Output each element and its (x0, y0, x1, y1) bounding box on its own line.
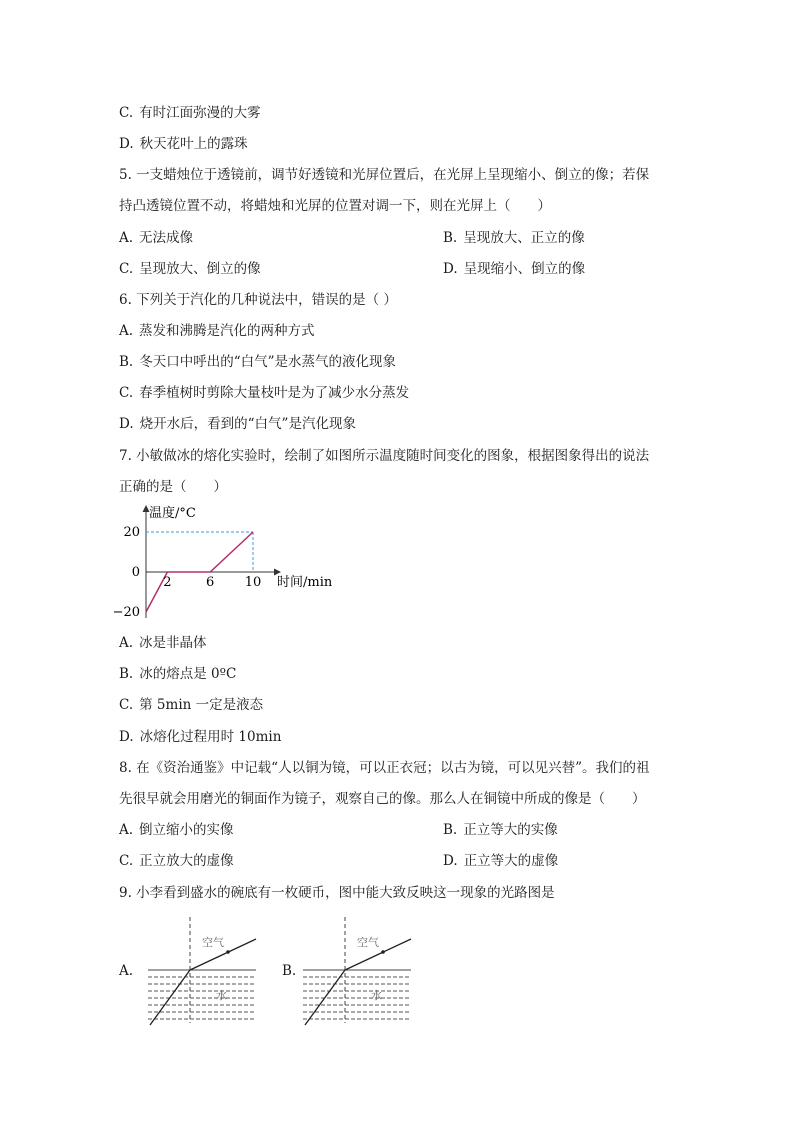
option-text: 呈现放大、正立的像 (463, 230, 585, 246)
option-text: 呈现缩小、倒立的像 (463, 261, 586, 277)
option-text: 正立等大的实像 (463, 822, 558, 838)
ray-arrow-dot (226, 950, 230, 954)
q6-option-b (119, 352, 396, 372)
q6-stem: 6. 下列关于汽化的几种说法中，错误的是（ ） (119, 292, 397, 308)
air-label: 空气 (357, 936, 379, 949)
y-axis-label: 温度/°C (149, 506, 196, 521)
q8-stem-line1: 8. 在《资治通鉴》中记载“人以铜为镜，可以正衣冠；以古为镜，可以见兴替”。我们的祖 (119, 760, 650, 776)
air-label: 空气 (202, 936, 224, 949)
q8-option-b (443, 820, 558, 840)
q5-option-d (443, 259, 585, 279)
option-label: C. (119, 853, 134, 869)
option-text: 正立放大的虚像 (139, 853, 234, 869)
q7-option-a (119, 633, 207, 653)
option-text: 第 5min 一定是液态 (139, 697, 264, 713)
water-label: 水 (371, 989, 382, 1002)
option-text: 秋天花叶上的露珠 (139, 136, 248, 152)
option-label: B. (443, 822, 458, 838)
option-label: C. (119, 105, 134, 121)
option-label: B. (119, 354, 134, 370)
x-axis-label: 时间/min (277, 575, 333, 590)
option-label: B. (119, 666, 134, 682)
option-label: B. (443, 230, 458, 246)
option-label: D. (119, 136, 134, 152)
x-tick-label: 10 (244, 575, 262, 590)
q6-option-c (119, 383, 409, 403)
option-label: D. (443, 853, 458, 869)
q8-stem-line2: 先很早就会用磨光的铜面作为镜子，观察自己的像。那么人在铜镜中所成的像是（ ） (119, 791, 646, 807)
option-label: A. (119, 230, 134, 246)
q7-stem-line1: 7. 小敏做冰的熔化实验时，绘制了如图所示温度随时间变化的图象，根据图象得出的说法 (119, 448, 650, 464)
option-label: C. (119, 261, 134, 277)
q8-option-d (443, 851, 558, 871)
y-tick-label: 0 (131, 565, 140, 580)
option-label: D. (443, 261, 458, 277)
q5-option-c (119, 259, 261, 279)
option-label: A. (119, 323, 134, 339)
melting-chart (110, 500, 350, 625)
q5-option-a (119, 228, 193, 248)
option-label: D. (119, 416, 134, 432)
q4-option-c (119, 103, 261, 123)
q9-diagram-a-label: A. (119, 963, 134, 979)
light-path-diagram-b (297, 915, 417, 1027)
ray-arrow-dot (381, 950, 385, 954)
option-text: 正立等大的虚像 (463, 853, 559, 869)
option-label: C. (119, 385, 134, 401)
option-label: A. (119, 822, 134, 838)
water-label: 水 (216, 989, 227, 1002)
option-text: 蒸发和沸腾是汽化的两种方式 (139, 323, 315, 339)
option-label: D. (119, 729, 134, 745)
x-tick-label: 6 (206, 575, 215, 590)
option-label: A. (119, 635, 134, 651)
option-text: 冰是非晶体 (139, 635, 207, 651)
option-text: 呈现放大、倒立的像 (139, 261, 261, 277)
option-text: 冬天口中呼出的“白气”是水蒸气的液化现象 (139, 354, 397, 370)
option-text: 倒立缩小的实像 (139, 822, 234, 838)
water-hatching (303, 977, 411, 1019)
q7-option-c (119, 695, 263, 715)
q5-stem-line1: 5. 一支蜡烛位于透镜前，调节好透镜和光屏位置后，在光屏上呈现缩小、倒立的像；若保 (119, 167, 650, 183)
q7-stem-line2: 正确的是（ ） (119, 479, 227, 495)
water-hatching (148, 977, 256, 1019)
option-text: 烧开水后，看到的“白气”是汽化现象 (139, 416, 356, 432)
q7-option-d (119, 727, 281, 747)
q5-stem-line2: 持凸透镜位置不动，将蜡烛和光屏的位置对调一下，则在光屏上（ ） (119, 198, 551, 214)
q8-option-c (119, 851, 234, 871)
option-label: C. (119, 697, 134, 713)
x-tick-label: 2 (163, 575, 172, 590)
q9-diagram-b-label: B. (282, 963, 297, 979)
light-path-diagram-a (142, 915, 262, 1027)
q6-option-d (119, 414, 356, 434)
q5-option-b (443, 228, 585, 248)
q8-option-a (119, 820, 234, 840)
y-tick-label: −20 (112, 605, 140, 620)
q6-option-a (119, 321, 315, 341)
option-text: 无法成像 (139, 230, 194, 246)
q9-stem: 9. 小李看到盛水的碗底有一枚硬币，图中能大致反映这一现象的光路图是 (119, 885, 555, 901)
option-text: 有时江面弥漫的大雾 (139, 105, 261, 121)
option-text: 春季植树时剪除大量枝叶是为了减少水分蒸发 (139, 385, 410, 401)
y-tick-label: 20 (123, 525, 140, 540)
option-text: 冰的熔点是 0ºC (139, 666, 237, 682)
q4-option-d (119, 134, 248, 154)
q7-option-b (119, 664, 236, 684)
option-text: 冰熔化过程用时 10min (139, 729, 282, 745)
